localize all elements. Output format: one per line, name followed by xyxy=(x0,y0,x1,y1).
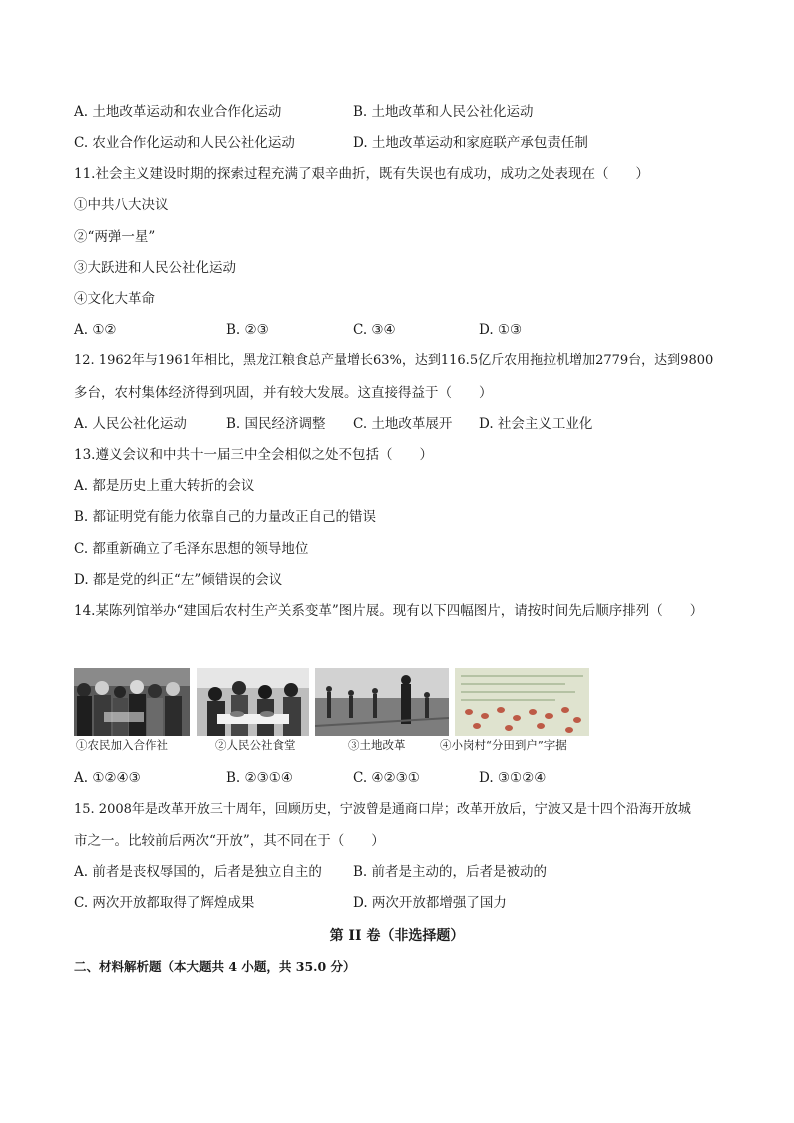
q14-picture-canteen xyxy=(197,668,309,736)
q10-option-d: D. 土地改革运动和家庭联产承包责任制 xyxy=(353,135,588,151)
q15-stem-line-2: 市之一。比较前后两次“开放”，其不同在于（ ） xyxy=(74,833,385,849)
q13-option-b: B. 都证明党有能力依靠自己的力量改正自己的错误 xyxy=(74,509,377,525)
q14-option-d: D. ③①②④ xyxy=(479,770,547,786)
q14-picture-strip xyxy=(74,668,594,738)
q14-option-a: A. ①②④③ xyxy=(74,770,141,786)
q15-option-a: A. 前者是丧权辱国的，后者是独立自主的 xyxy=(74,864,322,880)
section-2-title: 第 II 卷（非选择题） xyxy=(329,928,465,944)
q11-item-3: ③大跃进和人民公社化运动 xyxy=(74,260,236,276)
q14-picture-xiaogang-document xyxy=(455,668,589,736)
q12-option-a: A. 人民公社化运动 xyxy=(74,416,187,432)
q11-item-4: ④文化大革命 xyxy=(74,291,155,307)
q12-stem-line-1: 12. 1962年与1961年相比，黑龙江粮食总产量增长63%，达到116.5亿斤农用拖拉机增加2779台，达到9800 xyxy=(74,353,714,368)
q14-picture-cooperative xyxy=(74,668,190,736)
q12-stem-line-2: 多台，农村集体经济得到巩固，并有较大发展。这直接得益于（ ） xyxy=(74,385,493,401)
q12-option-c: C. 土地改革展开 xyxy=(353,416,453,432)
q15-option-b: B. 前者是主动的，后者是被动的 xyxy=(353,864,548,880)
q11-item-1: ①中共八大决议 xyxy=(74,197,169,213)
q10-option-a: A. 土地改革运动和农业合作化运动 xyxy=(74,104,282,120)
q12-option-b: B. 国民经济调整 xyxy=(226,416,326,432)
q11-option-a: A. ①② xyxy=(74,322,117,338)
q13-option-a: A. 都是历史上重大转折的会议 xyxy=(74,478,255,494)
q10-option-b: B. 土地改革和人民公社化运动 xyxy=(353,104,534,120)
q15-option-d: D. 两次开放都增强了国力 xyxy=(353,895,507,911)
q14-caption-1: ①农民加入合作社 xyxy=(76,738,168,752)
q14-stem: 14.某陈列馆举办“建国后农村生产关系变革”图片展。现有以下四幅图片，请按时间先后顺序排列（ ） xyxy=(74,603,704,619)
q11-option-d: D. ①③ xyxy=(479,322,523,338)
q14-picture-land-reform xyxy=(315,668,449,736)
q13-stem: 13.遵义会议和中共十一届三中全会相似之处不包括（ ） xyxy=(74,447,433,463)
q13-option-c: C. 都重新确立了毛泽东思想的领导地位 xyxy=(74,541,309,557)
q14-caption-3: ③土地改革 xyxy=(348,738,406,752)
q12-option-d: D. 社会主义工业化 xyxy=(479,416,593,432)
q11-option-b: B. ②③ xyxy=(226,322,269,338)
q14-option-c: C. ④②③① xyxy=(353,770,420,786)
q11-option-c: C. ③④ xyxy=(353,322,396,338)
q15-option-c: C. 两次开放都取得了辉煌成果 xyxy=(74,895,255,911)
section-2-heading: 二、材料解析题（本大题共 4 小题，共 35.0 分） xyxy=(74,959,356,974)
q14-caption-2: ②人民公社食堂 xyxy=(215,738,296,752)
q11-item-2: ②“两弹一星” xyxy=(74,229,156,245)
q10-option-c: C. 农业合作化运动和人民公社化运动 xyxy=(74,135,295,151)
q13-option-d: D. 都是党的纠正“左”倾错误的会议 xyxy=(74,572,283,588)
q15-stem-line-1: 15. 2008年是改革开放三十周年，回顾历史，宁波曾是通商口岸；改革开放后，宁波又是十四个沿海开放城 xyxy=(74,802,691,817)
q11-stem: 11.社会主义建设时期的探索过程充满了艰辛曲折，既有失误也有成功，成功之处表现在（ ） xyxy=(74,166,649,182)
q14-caption-4: ④小岗村“分田到户”字据 xyxy=(440,738,567,752)
q14-option-b: B. ②③①④ xyxy=(226,770,293,786)
